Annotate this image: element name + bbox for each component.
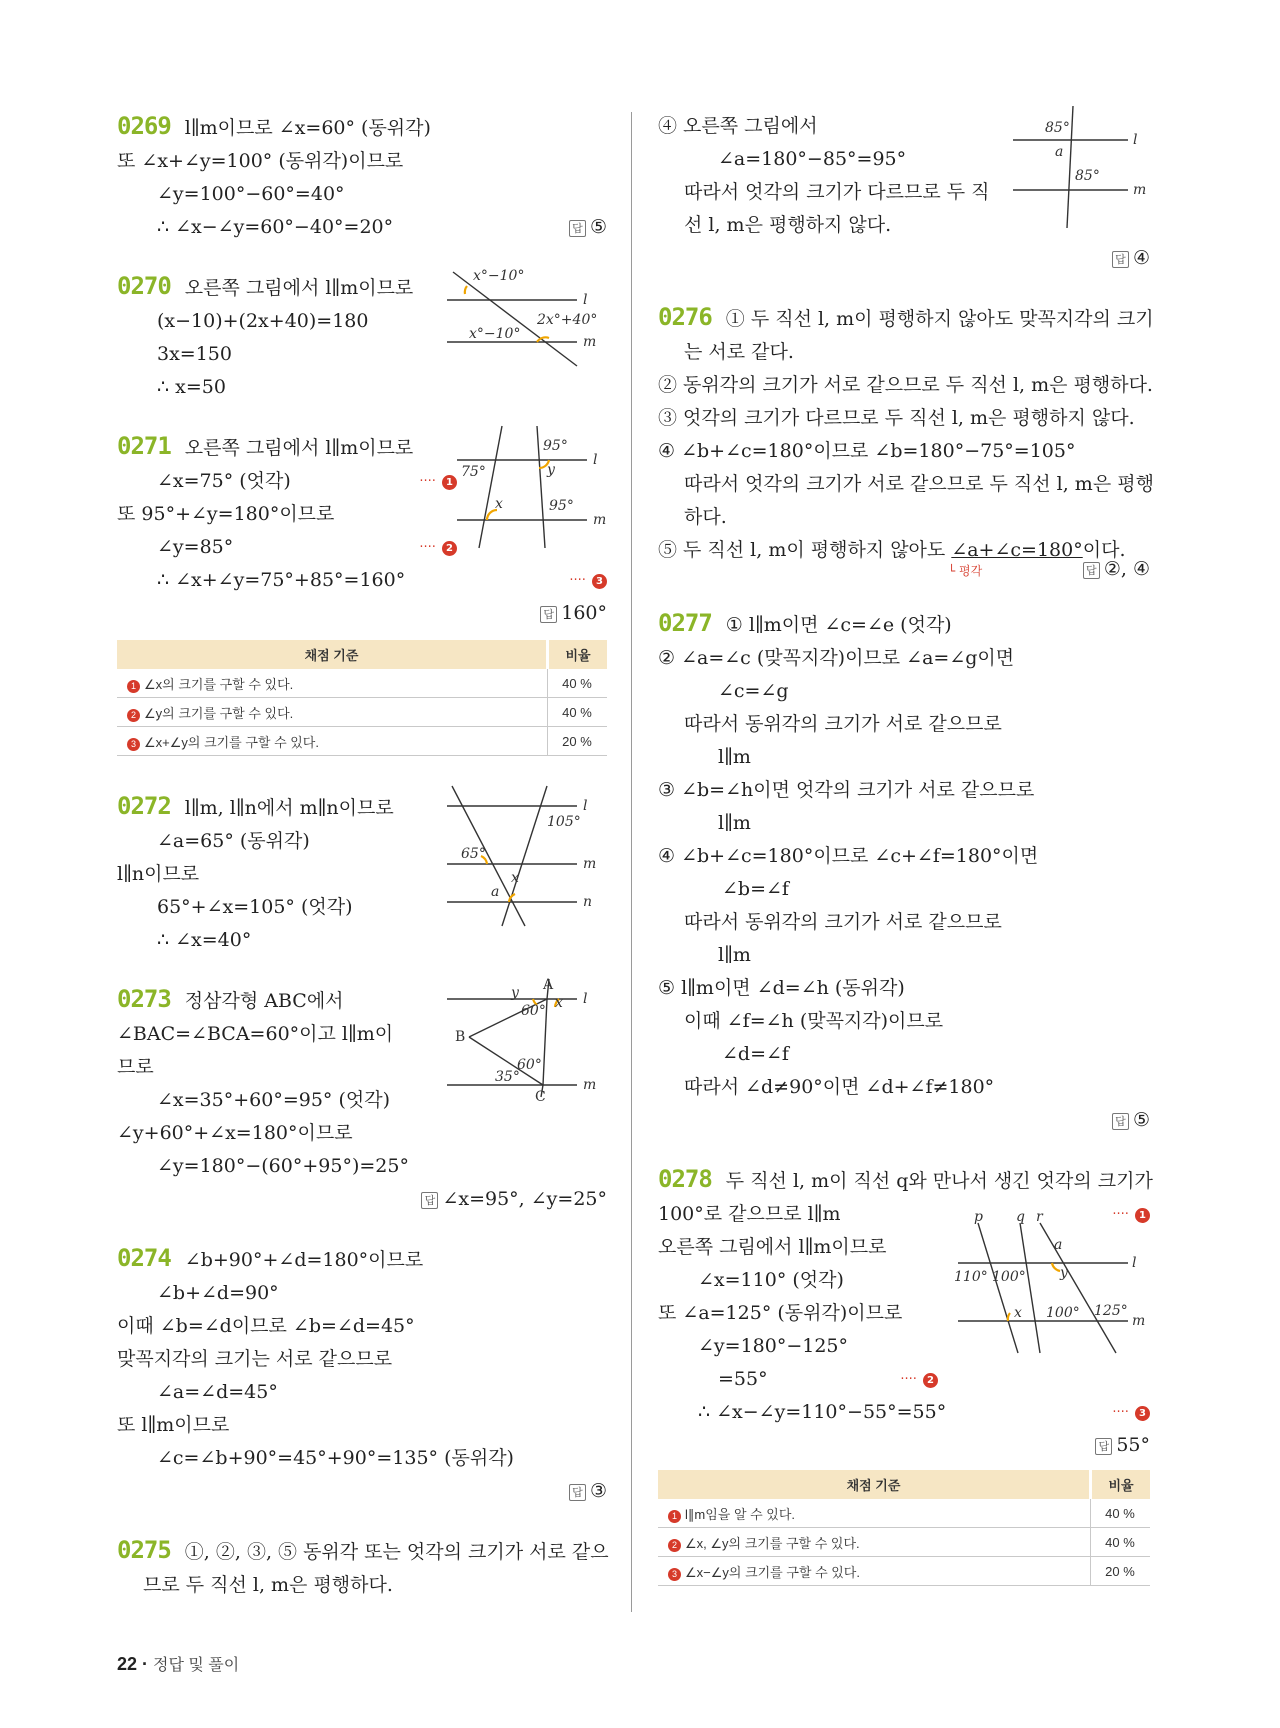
ratio: 20 % <box>1091 1557 1151 1586</box>
problem-0276 <box>658 301 1154 581</box>
label-B: B <box>455 1029 466 1045</box>
line: ∠y=180°−125° <box>698 1335 849 1357</box>
line-r <box>1040 1223 1116 1353</box>
column-divider <box>631 112 632 1612</box>
criteria: ∠x−∠y의 크기를 구할 수 있다. <box>685 1564 860 1580</box>
table-row: 2 ∠x, ∠y의 크기를 구할 수 있다. 40 % <box>658 1528 1150 1557</box>
line: 따라서 동위각의 크기가 서로 같으므로 <box>684 911 1002 933</box>
mark-1: ···· 1 <box>419 465 457 498</box>
criteria: l∥m임을 알 수 있다. <box>685 1506 796 1522</box>
answer <box>658 242 1150 275</box>
label-x-10-top: x°−10° <box>473 268 525 284</box>
mark-num: 2 <box>442 541 457 556</box>
footer-title: 정답 및 풀이 <box>153 1657 240 1674</box>
figure-0273 <box>447 977 607 1107</box>
table-row: 1 ∠x의 크기를 구할 수 있다. 40 % <box>117 669 607 698</box>
ratio: 20 % <box>548 727 608 756</box>
underlined-expr: ∠a+∠c=180° <box>951 539 1083 561</box>
line: 따라서 엇각의 크기가 다르므로 두 직 <box>684 181 990 203</box>
label-l: l <box>1132 1255 1137 1271</box>
line: ∴ ∠x+∠y=75°+85°=160° <box>157 569 406 591</box>
mark-2: ···· 2 <box>419 531 457 564</box>
line: ∠c=∠g <box>718 680 789 702</box>
left-column <box>117 110 607 1602</box>
label-100-top: 100° <box>992 1269 1026 1285</box>
ratio: 40 % <box>548 698 608 727</box>
line: l∥n이므로 <box>117 863 200 885</box>
header-ratio: 비율 <box>548 640 608 669</box>
label-x: x <box>511 870 519 886</box>
criteria: ∠y의 크기를 구할 수 있다. <box>144 705 294 721</box>
line: 3x=150 <box>157 343 232 365</box>
line: 또 l∥m이므로 <box>117 1414 230 1436</box>
table-row: 1 l∥m임을 알 수 있다. 40 % <box>658 1499 1150 1528</box>
line: ∠x=35°+60°=95° (엇각) <box>157 1089 390 1111</box>
label-110: 110° <box>954 1269 988 1285</box>
answer-value: ⑤ <box>589 216 607 238</box>
line: 따라서 ∠d≠90°이면 ∠d+∠f≠180° <box>684 1076 995 1098</box>
line: ∴ ∠x=40° <box>157 929 252 951</box>
criteria: ∠x, ∠y의 크기를 구할 수 있다. <box>685 1535 860 1551</box>
mark-num: 3 <box>1135 1406 1150 1421</box>
mark-num: 1 <box>442 475 457 490</box>
line: 이때 ∠b=∠d이므로 ∠b=∠d=45° <box>117 1315 415 1337</box>
line: 정삼각형 ABC에서 <box>184 990 344 1012</box>
line: ④ ∠b+∠c=180°이므로 ∠c+∠f=180°이면 <box>658 845 1039 867</box>
page-number: 22 <box>117 1654 138 1674</box>
answer-icon: 답 <box>569 220 586 237</box>
line: ② ∠a=∠c (맞꼭지각)이므로 ∠a=∠g이면 <box>658 647 1015 669</box>
line: 는 서로 같다. <box>684 341 794 363</box>
label-n: n <box>583 894 593 910</box>
label-a: a <box>491 884 500 900</box>
label-l: l <box>583 798 588 814</box>
criteria: ∠x+∠y의 크기를 구할 수 있다. <box>144 734 319 750</box>
answer-value: 55° <box>1116 1434 1150 1456</box>
answer-icon: 답 <box>540 606 557 623</box>
line: 므로 <box>117 1056 154 1078</box>
answer-icon: 답 <box>421 1192 438 1209</box>
label-m: m <box>583 1077 597 1093</box>
line: ③ ∠b=∠h이면 엇각의 크기가 서로 같으므로 <box>658 779 1035 801</box>
line: l∥m이므로 ∠x=60° (동위각) <box>184 117 431 139</box>
mark-1: ···· 1 <box>1112 1198 1150 1231</box>
label-y: y <box>547 462 555 478</box>
label-60-bottom: 60° <box>517 1057 542 1073</box>
line: 이때 ∠f=∠h (맞꼭지각)이므로 <box>684 1010 944 1032</box>
table-row: 3 ∠x+∠y의 크기를 구할 수 있다. 20 % <box>117 727 607 756</box>
label-l: l <box>583 292 588 308</box>
label-65: 65° <box>461 846 486 862</box>
line: l∥m <box>718 812 751 834</box>
line: 또 95°+∠y=180°이므로 <box>117 503 335 525</box>
label-A: A <box>543 977 554 993</box>
scoring-table-1 <box>117 640 607 756</box>
problem-0277 <box>658 607 1150 1137</box>
line: ④ 오른쪽 그림에서 <box>658 115 818 137</box>
label-125: 125° <box>1094 1303 1128 1319</box>
line: 100°로 같으므로 l∥m <box>658 1203 841 1225</box>
mark-2: ···· 2 <box>900 1363 938 1396</box>
label-100-bottom: 100° <box>1046 1305 1080 1321</box>
figure-0272 <box>447 784 607 934</box>
table-row: 3 ∠x−∠y의 크기를 구할 수 있다. 20 % <box>658 1557 1150 1586</box>
mark-num: 2 <box>923 1373 938 1388</box>
ratio: 40 % <box>1091 1499 1151 1528</box>
line: ∴ ∠x−∠y=110°−55°=55° <box>698 1401 947 1423</box>
label-l: l <box>1133 132 1138 148</box>
label-C: C <box>535 1089 546 1105</box>
line: ∠d=∠f <box>722 1043 789 1065</box>
line: 오른쪽 그림에서 l∥m이므로 <box>658 1236 887 1258</box>
label-x: x <box>1014 1305 1022 1321</box>
label-y: y <box>1060 1265 1068 1281</box>
line: ∠a=65° (동위각) <box>157 830 310 852</box>
answer-value: ⑤ <box>1132 1109 1150 1131</box>
label-85-bottom: 85° <box>1075 168 1100 184</box>
answer-icon: 답 <box>1112 1113 1129 1130</box>
transversal-1 <box>479 426 502 548</box>
line: 맞꼭지각의 크기는 서로 같으므로 <box>117 1348 393 1370</box>
label-m: m <box>1132 1313 1146 1329</box>
mark-num: 3 <box>592 574 607 589</box>
line: 오른쪽 그림에서 l∥m이므로 <box>184 277 414 299</box>
ratio: 40 % <box>1091 1528 1151 1557</box>
line: ∠y=100°−60°=40° <box>157 183 345 205</box>
line: ∠b+90°+∠d=180°이므로 <box>184 1249 424 1271</box>
line: ∠b=∠f <box>722 878 789 900</box>
label-2x+40: 2x°+40° <box>537 312 598 328</box>
line: ∠y=180°−(60°+95°)=25° <box>157 1155 409 1177</box>
answer-value: ②, ④ <box>1103 558 1150 580</box>
scoring-table-2 <box>658 1470 1150 1586</box>
label-a: a <box>1054 1237 1063 1253</box>
line: 선 l, m은 평행하지 않다. <box>684 214 892 236</box>
problem-0270 <box>117 270 607 404</box>
line: 따라서 동위각의 크기가 서로 같으므로 <box>684 713 1002 735</box>
problem-0275 <box>117 1534 607 1602</box>
line: 므로 두 직선 l, m은 평행하다. <box>143 1574 393 1596</box>
line: 65°+∠x=105° (엇각) <box>157 896 353 918</box>
problem-number: 0276 <box>658 303 712 331</box>
answer-icon: 답 <box>1095 1438 1112 1455</box>
label-a: a <box>1055 144 1064 160</box>
figure-0275 <box>1013 104 1153 234</box>
label-95-top: 95° <box>543 438 568 454</box>
mark-num: 1 <box>1135 1208 1150 1223</box>
line: ③ 엇각의 크기가 다르므로 두 직선 l, m은 평행하지 않다. <box>658 407 1135 429</box>
label-m: m <box>583 856 597 872</box>
line: l∥m <box>718 944 751 966</box>
line: ⑤ l∥m이면 ∠d=∠h (동위각) <box>658 977 905 999</box>
header-criteria: 채점 기준 <box>658 1470 1091 1499</box>
line-q <box>1020 1223 1040 1353</box>
figure-0270 <box>447 264 607 374</box>
line: ① 두 직선 l, m이 평행하지 않아도 맞꼭지각의 크기 <box>725 308 1154 330</box>
line: l∥m, l∥n에서 m∥n이므로 <box>184 797 394 819</box>
problem-number: 0272 <box>117 792 171 820</box>
label-m: m <box>1133 182 1147 198</box>
line: ∠y=85° <box>157 536 234 558</box>
line: ∠BAC=∠BCA=60°이고 l∥m이 <box>117 1023 394 1045</box>
label-x: x <box>495 496 503 512</box>
angle-arc-x <box>1008 1313 1010 1321</box>
line: 또 ∠a=125° (동위각)이므로 <box>658 1302 903 1324</box>
answer <box>117 597 607 630</box>
line: 또 ∠x+∠y=100° (동위각)이므로 <box>117 150 404 172</box>
table-row: 2 ∠y의 크기를 구할 수 있다. 40 % <box>117 698 607 727</box>
right-column <box>658 110 1154 1586</box>
line: 두 직선 l, m이 직선 q와 만나서 생긴 엇각의 크기가 <box>725 1170 1153 1192</box>
ratio: 40 % <box>548 669 608 698</box>
label-35: 35° <box>495 1069 520 1085</box>
line: ① l∥m이면 ∠c=∠e (엇각) <box>725 614 952 636</box>
answer <box>117 1183 607 1216</box>
answer <box>117 1475 607 1508</box>
label-x-10-bottom: x°−10° <box>469 326 521 342</box>
line: ④ ∠b+∠c=180°이므로 ∠b=180°−75°=105° <box>658 440 1076 462</box>
label-r: r <box>1036 1209 1043 1225</box>
label-p: p <box>974 1209 983 1225</box>
line: ② 동위각의 크기가 서로 같으므로 두 직선 l, m은 평행하다. <box>658 374 1153 396</box>
line-part: 이다. <box>1082 539 1126 561</box>
problem-number: 0271 <box>117 432 171 460</box>
label-60-top: 60° <box>521 1003 546 1019</box>
line-p <box>978 1223 1018 1353</box>
label-q: q <box>1016 1209 1025 1225</box>
line: ∠y+60°+∠x=180°이므로 <box>117 1122 353 1144</box>
problem-0272 <box>117 790 607 957</box>
criteria: ∠x의 크기를 구할 수 있다. <box>144 676 294 692</box>
line: ∠x=110° (엇각) <box>698 1269 844 1291</box>
problem-number: 0274 <box>117 1244 171 1272</box>
answer-value: ④ <box>1132 247 1150 269</box>
line: ∴ x=50 <box>157 376 226 398</box>
answer <box>658 1429 1150 1462</box>
line: ∴ ∠x−∠y=60°−40°=20° <box>157 216 394 238</box>
line: =55° <box>718 1368 768 1390</box>
line: l∥m <box>718 746 751 768</box>
line: 따라서 엇각의 크기가 서로 같으므로 두 직선 l, m은 평행 <box>684 473 1154 495</box>
label-75: 75° <box>461 464 486 480</box>
label-85-top: 85° <box>1045 120 1070 136</box>
problem-number: 0278 <box>658 1165 712 1193</box>
label-95-bottom: 95° <box>549 498 574 514</box>
label-x: x <box>555 995 563 1011</box>
label-m: m <box>583 334 597 350</box>
answer-icon: 답 <box>1083 562 1100 579</box>
answer-value: 160° <box>561 602 607 624</box>
label-m: m <box>593 512 607 528</box>
problem-0273 <box>117 977 607 1216</box>
answer-icon: 답 <box>569 1484 586 1501</box>
answer-icon: 답 <box>1112 251 1129 268</box>
problem-number: 0269 <box>117 112 171 140</box>
header-ratio: 비율 <box>1091 1470 1151 1499</box>
figure-0278 <box>954 1209 1148 1363</box>
transversal-2 <box>502 786 547 926</box>
problem-number: 0273 <box>117 985 171 1013</box>
mark-3: ···· 3 <box>1112 1396 1150 1429</box>
problem-0269 <box>117 110 607 244</box>
line: 오른쪽 그림에서 l∥m이므로 <box>184 437 414 459</box>
problem-0271 <box>117 430 607 630</box>
line: ∠a=180°−85°=95° <box>718 148 907 170</box>
line: ∠a=∠d=45° <box>157 1381 278 1403</box>
label-105: 105° <box>547 814 581 830</box>
problem-number: 0275 <box>117 1536 171 1564</box>
angle-arc-y <box>1052 1263 1060 1271</box>
problem-0274 <box>117 1242 607 1508</box>
line: ①, ②, ③, ⑤ 동위각 또는 엇각의 크기가 서로 같으 <box>184 1541 609 1563</box>
problem-0275-cont <box>658 110 1150 275</box>
answer-value: ∠x=95°, ∠y=25° <box>442 1188 607 1210</box>
answer-value: ③ <box>589 1480 607 1502</box>
line: ∠b+∠d=90° <box>157 1282 279 1304</box>
mark-3: ···· 3 <box>569 564 607 597</box>
annotation-flat-angle: └ 평각 <box>948 564 983 578</box>
line: ∠x=75° (엇각) <box>157 470 291 492</box>
angle-arc <box>465 286 467 294</box>
problem-0278 <box>658 1163 1153 1462</box>
page-footer: 22 · 정답 및 풀이 <box>117 1654 240 1674</box>
line: 하다. <box>684 506 727 528</box>
line: (x−10)+(2x+40)=180 <box>157 310 369 332</box>
answer <box>658 1104 1150 1137</box>
problem-number: 0277 <box>658 609 712 637</box>
line: ∠c=∠b+90°=45°+90°=135° (동위각) <box>157 1447 514 1469</box>
figure-0271 <box>457 424 607 554</box>
label-l: l <box>583 991 588 1007</box>
label-y: y <box>511 985 519 1001</box>
problem-number: 0270 <box>117 272 171 300</box>
header-criteria: 채점 기준 <box>117 640 548 669</box>
line-part: ⑤ 두 직선 l, m이 평행하지 않아도 <box>658 539 952 561</box>
label-l: l <box>593 452 598 468</box>
